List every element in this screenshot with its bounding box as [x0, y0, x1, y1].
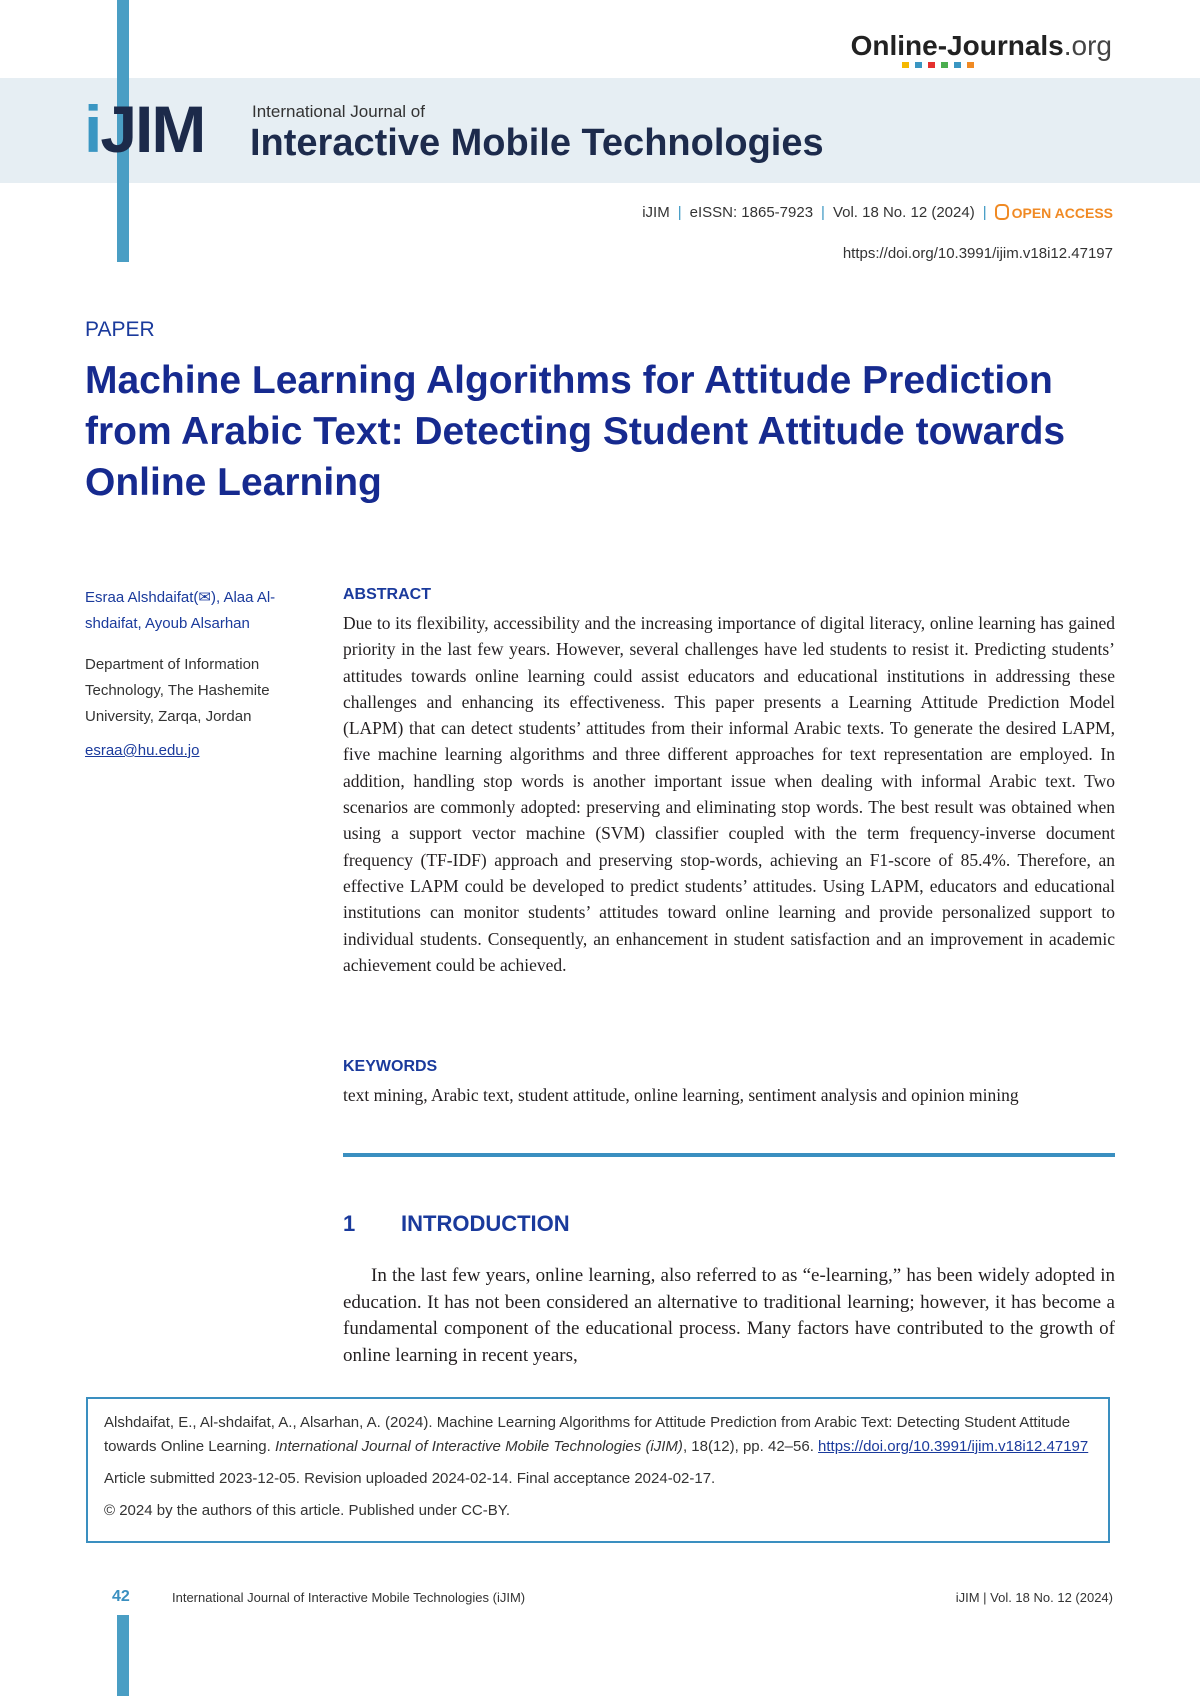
- journal-subtitle: International Journal of: [252, 102, 425, 121]
- paper-title: Machine Learning Algorithms for Attitude Prediction from Arabic Text: Detecting Student Attitude towards Online Learning: [85, 359, 1066, 504]
- brand-dot: [967, 62, 974, 68]
- meta-divider: |: [982, 204, 987, 221]
- brand-dot: [954, 62, 961, 68]
- journal-logo: iJIM: [84, 92, 205, 166]
- journal-meta: [642, 204, 1113, 221]
- brand-dots: [902, 62, 974, 68]
- volume: Vol. 18 No. 12 (2024): [832, 204, 975, 221]
- article-dates: Article submitted 2023-12-05. Revision uploaded 2024-02-14. Final acceptance 2024-02-17.: [104, 1470, 716, 1487]
- article-type-label: PAPER: [85, 318, 155, 341]
- brand-name: Online-Journals: [850, 30, 1064, 61]
- abstract-heading: ABSTRACT: [343, 586, 431, 603]
- citation-reference: Alshdaifat, E., Al-shdaifat, A., Alsarhan, A. (2024). Machine Learning Algorithms for Attitude Prediction from Arabic Text: Detecting Student Attitude towards Online Learning. International Journal of Interactive Mobile Technologies (iJIM), 18(12), pp. 42–56. https://doi.org/10.3991/ijim.v18i12.47197: [104, 1414, 1089, 1455]
- keywords-heading: KEYWORDS: [343, 1058, 438, 1075]
- citation-journal: International Journal of Interactive Mobile Technologies (iJIM): [274, 1438, 683, 1455]
- bottom-accent-bar: [117, 1615, 129, 1696]
- doi-link[interactable]: https://doi.org/10.3991/ijim.v18i12.47197: [842, 245, 1113, 262]
- license-notice: © 2024 by the authors of this article. Published under CC-BY.: [104, 1502, 511, 1519]
- open-access-badge: OPEN ACCESS: [995, 204, 1113, 221]
- publisher-brand[interactable]: [851, 30, 1112, 62]
- brand-dot: [941, 62, 948, 68]
- footer-volume: iJIM | Vol. 18 No. 12 (2024): [955, 1590, 1113, 1605]
- section-title: INTRODUCTION: [401, 1211, 570, 1236]
- footer-journal: International Journal of Interactive Mobile Technologies (iJIM): [172, 1590, 526, 1605]
- brand-dot: [928, 62, 935, 68]
- citation-box: [86, 1397, 1110, 1543]
- brand-dot: [902, 62, 909, 68]
- author-list: Esraa Alshdaifat(✉), Alaa Al-shdaifat, Ayoub Alsarhan: [85, 589, 276, 632]
- section-divider: [343, 1153, 1115, 1157]
- page-number: 42: [112, 1588, 130, 1605]
- brand-dot: [915, 62, 922, 68]
- brand-tld: .org: [1063, 30, 1112, 61]
- author-email-link[interactable]: esraa@hu.edu.jo: [85, 742, 200, 759]
- meta-divider: |: [677, 204, 682, 221]
- meta-divider: |: [821, 204, 825, 221]
- keywords-text: text mining, Arabic text, student attitude, online learning, sentiment analysis and opinion mining: [343, 1085, 1019, 1105]
- section-number: 1: [343, 1211, 356, 1236]
- journal-abbr: iJIM: [642, 204, 670, 221]
- abstract-text: Due to its flexibility, accessibility and the increasing importance of digital literacy, online learning has gained priority in the last few years. However, several challenges have led students to resist it. Predicting students’ attitudes towards online learning could assist educators and educational institutions in addressing these challenges and enhancing its effectiveness. This paper presents a Learning Attitude Prediction Model (LAPM) that can detect students’ attitudes from their informal Arabic texts. To generate the desired LAPM, five machine learning algorithms and three different approaches for text representation are employed. In addition, handling stop words is another important issue when dealing with informal Arabic text. Two scenarios are commonly adopted: preserving and eliminating stop words. The best result was obtained when using a support vector machine (SVM) classifier coupled with the term frequency-inverse document frequency (TF-IDF) approach and preserving stop-words, achieving an F1-score of 85.4%. Therefore, an effective LAPM could be developed to predict students’ attitudes. Using LAPM, educators and educational institutions can monitor students’ attitudes toward online learning and provide personalized support to individual students. Consequently, an enhancement in student satisfaction and an improvement in academic achievement could be achieved.: [343, 613, 1115, 975]
- citation-doi-link[interactable]: https://doi.org/10.3991/ijim.v18i12.47197: [818, 1438, 1089, 1455]
- introduction-paragraph: In the last few years, online learning, also referred to as “e-learning,” has been widely adopted in education. It has not been considered an alternative to traditional learning; however, it has become a fundamental component of the educational process. Many factors have contributed to the growth of online learning in recent years,: [343, 1265, 1115, 1366]
- journal-name: Interactive Mobile Technologies: [250, 122, 824, 164]
- open-access-lock-icon: [995, 204, 1009, 220]
- eissn: eISSN: 1865-7923: [689, 204, 814, 221]
- author-affiliation: Department of Information Technology, The Hashemite University, Zarqa, Jordan: [85, 656, 270, 725]
